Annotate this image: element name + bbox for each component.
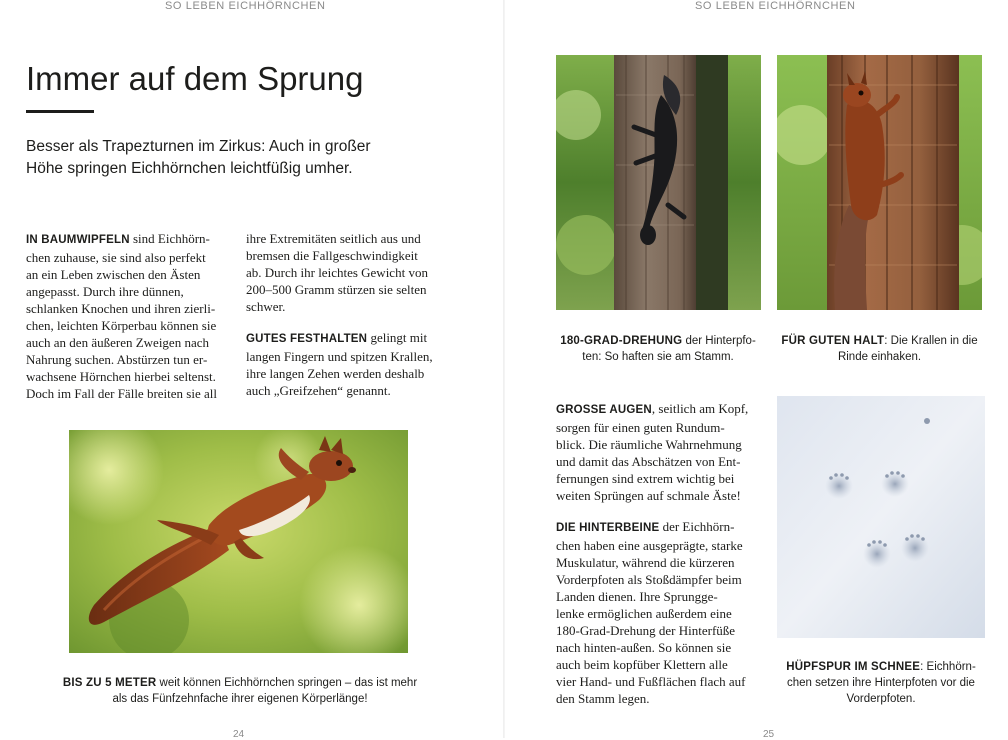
- left-body-column-1: [26, 230, 236, 402]
- caption-line: weit können Eichhörnchen springen – das ist mehr: [156, 677, 418, 689]
- text-line: chen zuhause, sie sind also perfekt: [26, 250, 206, 265]
- lead-in-grosse-augen: GROSSE AUGEN: [556, 404, 652, 416]
- text-line: lenke ermöglichen außerdem eine: [556, 606, 732, 621]
- intro-text: [26, 136, 396, 180]
- caption-lead-bis-zu-5-meter: BIS ZU 5 METER: [62, 677, 157, 689]
- paragraph-grosse-augen: [556, 400, 771, 504]
- intro-line-1: Besser als Trapezturnen im Zirkus: Auch in großer: [26, 138, 371, 155]
- caption-line: der Hinterpfo-: [682, 335, 756, 347]
- caption-line: ten: So haften sie am Stamm.: [582, 351, 734, 363]
- text-line: bremsen die Fallgeschwindigkeit: [246, 248, 418, 263]
- text-line: der Eichhörn-: [659, 519, 735, 534]
- paragraph-hinterbeine: [556, 518, 771, 707]
- caption-180-grad: [552, 333, 764, 365]
- caption-line: als das Fünfzehnfache ihrer eigenen Körperlänge!: [112, 693, 368, 705]
- left-body-column-2: [246, 230, 456, 399]
- text-line: schwer.: [246, 299, 286, 314]
- text-line: vier Hand- und Fußflächen flach auf: [556, 674, 746, 689]
- red-squirrel-climbing-photo: [777, 55, 982, 310]
- caption-line: : Die Krallen in die: [884, 335, 978, 347]
- text-line: sorgen für einen guten Rundum-: [556, 420, 725, 435]
- caption-jump: [55, 675, 425, 707]
- right-body-column: [556, 400, 771, 707]
- text-line: an ein Leben zwischen den Ästen: [26, 267, 201, 282]
- text-line: 180-Grad-Drehung der Hinterfüße: [556, 623, 736, 638]
- text-line: sind Eichhörn-: [129, 231, 210, 246]
- text-line: ab. Durch ihr leichtes Gewicht von: [246, 265, 428, 280]
- text-line: , seitlich am Kopf,: [651, 401, 749, 416]
- text-line: und damit das Abschätzen von Ent-: [556, 454, 741, 469]
- text-line: blick. Die räumliche Wahrnehmung: [556, 437, 742, 452]
- text-line: ihre langen Zehen werden deshalb: [246, 366, 425, 381]
- paragraph-festhalten: [246, 329, 456, 399]
- left-page: [0, 0, 504, 738]
- caption-line: : Eichhörn-: [920, 661, 976, 673]
- caption-lead-huepfspur-im-schnee: HÜPFSPUR IM SCHNEE: [786, 661, 921, 673]
- caption-huepfspur: [774, 659, 988, 707]
- jumping-squirrel-photo: [69, 430, 408, 653]
- text-line: chen, leichten Körperbau können sie: [26, 318, 217, 333]
- text-line: Vorderpfoten als Stoßdämpfer beim: [556, 572, 742, 587]
- lead-in-gutes-festhalten: GUTES FESTHALTEN: [246, 333, 368, 345]
- right-page: [504, 0, 1008, 738]
- caption-guter-halt: [774, 333, 985, 365]
- text-line: auch an den äußeren Zweigen nach: [26, 335, 209, 350]
- text-line: 200–500 Gramm stürzen sie selten: [246, 282, 427, 297]
- caption-lead-fuer-guten-halt: FÜR GUTEN HALT: [781, 335, 885, 347]
- black-squirrel-descending-photo: [556, 55, 761, 310]
- text-line: Landen dienen. Ihre Sprungge-: [556, 589, 718, 604]
- text-line: auch beim kopfüber Klettern alle: [556, 657, 728, 672]
- text-line: Nahrung suchen. Abstürzen tun er-: [26, 352, 208, 367]
- running-head-left: SO LEBEN EICHHÖRNCHEN: [165, 0, 326, 12]
- snow-tracks-photo: [777, 396, 985, 638]
- lead-in-baumwipfeln: IN BAUMWIPFELN: [26, 234, 130, 246]
- caption-lead-180-grad-drehung: 180-GRAD-DREHUNG: [560, 335, 683, 347]
- text-line: ihre Extremitäten seitlich aus und: [246, 231, 421, 246]
- text-line: nach hinten-außen. So können sie: [556, 640, 732, 655]
- text-line: Muskulatur, während die kürzeren: [556, 555, 735, 570]
- page-title: Immer auf dem Sprung: [26, 60, 364, 97]
- caption-line: Rinde einhaken.: [837, 351, 922, 363]
- text-line: weiten Sprüngen auf schmale Äste!: [556, 488, 741, 503]
- text-line: schlanken Knochen und ihren zierli-: [26, 301, 216, 316]
- text-line: gelingt mit: [367, 330, 428, 345]
- text-line: Doch im Fall der Fälle breiten sie all: [26, 386, 217, 401]
- caption-line: chen setzen ihre Hinterpfoten vor die: [787, 677, 975, 689]
- text-line: wachsene Hörnchen hierbei seltenst.: [26, 369, 216, 384]
- intro-line-2: Höhe springen Eichhörnchen leichtfüßig umher.: [26, 160, 353, 177]
- text-line: den Stamm legen.: [556, 691, 650, 706]
- title-underline: [26, 110, 94, 113]
- text-line: auch „Greifzehen“ genannt.: [246, 383, 391, 398]
- text-line: chen haben eine ausgeprägte, starke: [556, 538, 743, 553]
- running-head-right: SO LEBEN EICHHÖRNCHEN: [695, 0, 856, 12]
- text-line: angepasst. Durch ihre dünnen,: [26, 284, 184, 299]
- paragraph-baumwipfeln: [26, 230, 236, 402]
- lead-in-die-hinterbeine: DIE HINTERBEINE: [556, 522, 660, 534]
- caption-line: Vorderpfoten.: [846, 693, 916, 705]
- text-line: langen Fingern und spitzen Krallen,: [246, 349, 433, 364]
- text-line: fernungen sind extrem wichtig bei: [556, 471, 735, 486]
- page-number-left: 24: [233, 729, 245, 740]
- page-number-right: 25: [763, 729, 775, 740]
- paragraph-extremitaeten: [246, 230, 456, 315]
